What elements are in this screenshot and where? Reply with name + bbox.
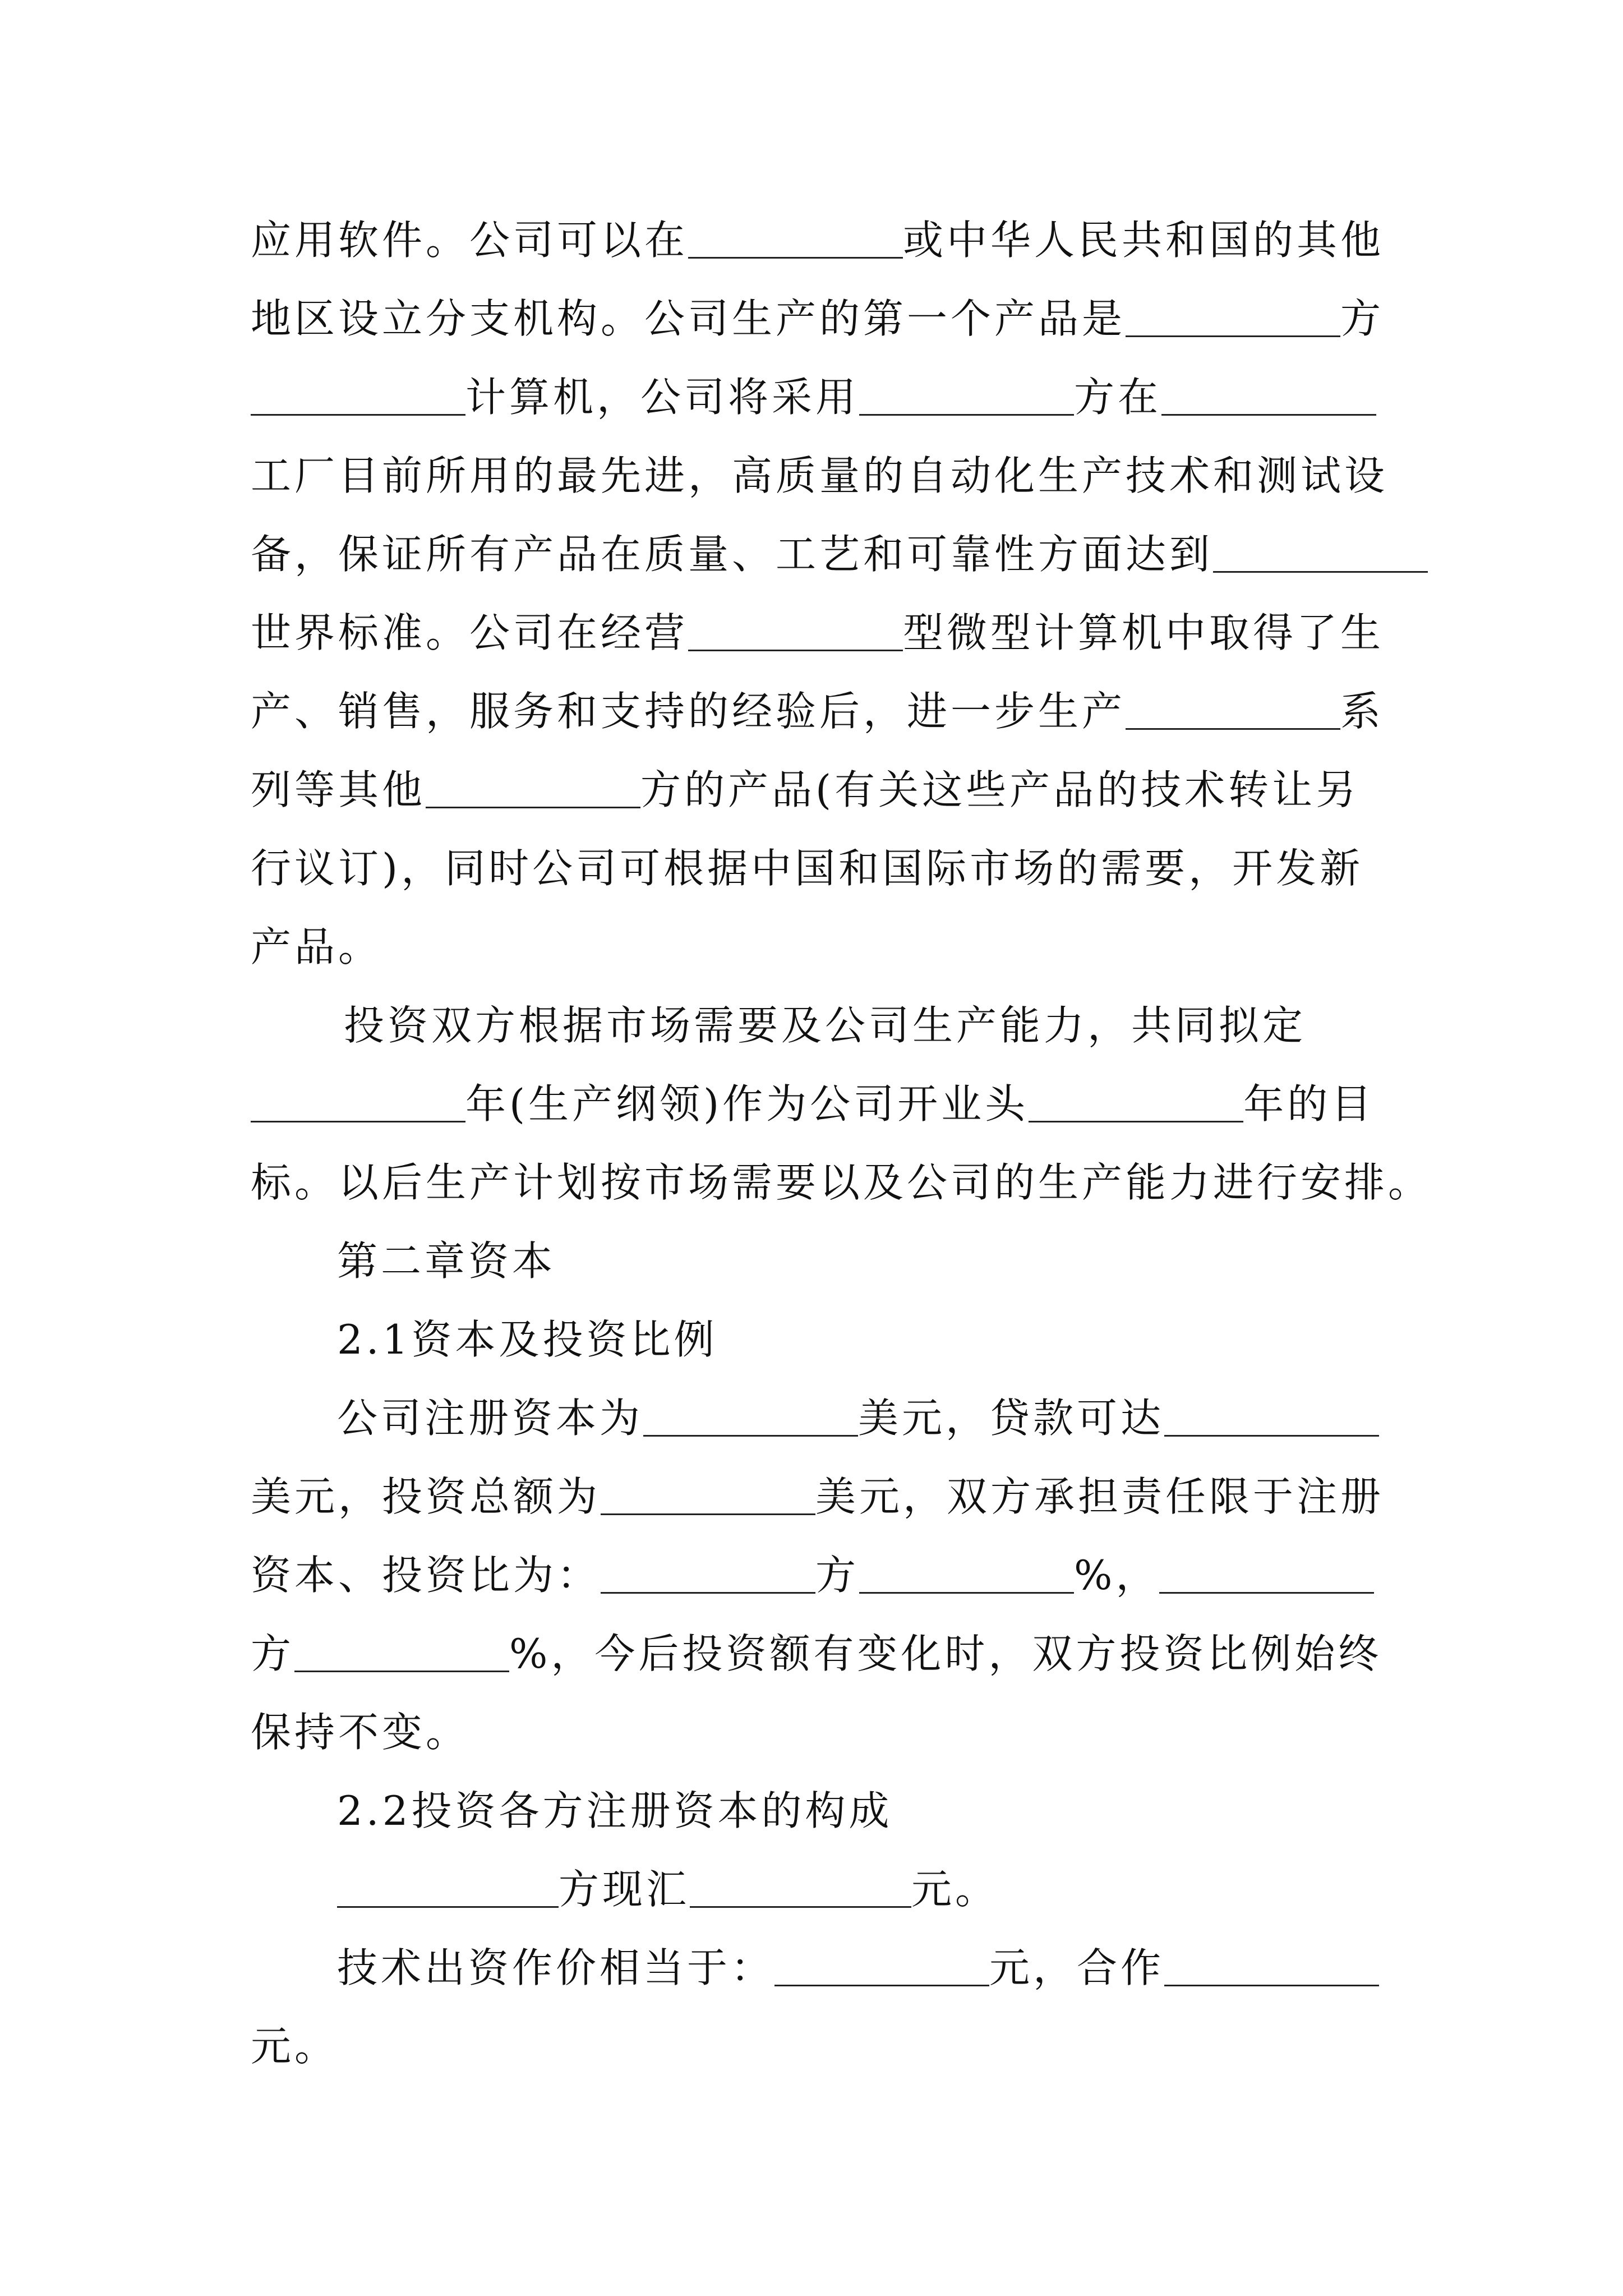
text-run: 世界标准。公司在经营 (251, 609, 689, 656)
paragraph-line (344, 997, 1306, 1053)
fill-blank (1161, 374, 1376, 416)
paragraph-line (251, 448, 1388, 504)
text-run: 年的目 (1243, 1080, 1375, 1128)
text-run: %， (1074, 1552, 1160, 1599)
text-run: 方 (1340, 295, 1385, 342)
text-run: 备，保证所有产品在质量、工艺和可靠性方面达到 (251, 531, 1214, 578)
text-run: %，今后投资额有变化时，双方投资比例始终 (509, 1630, 1382, 1677)
text-run: 2.2投资各方注册资本的构成 (337, 1787, 893, 1834)
fill-blank (859, 1552, 1074, 1594)
paragraph-line (251, 2018, 338, 2074)
paragraph-line (251, 683, 1384, 739)
paragraph-line (251, 840, 1363, 896)
paragraph-line (251, 1154, 1432, 1211)
text-run: 资本、投资比为： (251, 1552, 601, 1599)
text-run: 行议订)，同时公司可根据中国和国际市场的需要，开发新 (251, 845, 1364, 892)
text-run: 元。 (251, 2023, 339, 2070)
text-run: 系 (1340, 688, 1385, 735)
paragraph-line (251, 291, 1384, 347)
text-run: 年(生产纲领)作为公司开业头 (465, 1080, 1029, 1128)
paragraph-line (251, 1076, 1375, 1132)
paragraph-line (251, 1469, 1384, 1525)
fill-blank (251, 1080, 465, 1122)
fill-blank (294, 1630, 509, 1672)
fill-blank (1126, 295, 1340, 337)
text-run: 公司注册资本为 (337, 1395, 644, 1442)
paragraph-line (251, 1547, 1374, 1603)
paragraph-line (251, 212, 1384, 268)
text-run: 列等其他 (251, 766, 426, 813)
text-run: 第二章资本 (337, 1237, 556, 1285)
text-run: 方 (815, 1552, 860, 1599)
fill-blank (337, 1866, 559, 1908)
text-run: 投资双方根据市场需要及公司生产能力，共同拟定 (344, 1002, 1307, 1049)
paragraph-line (251, 1704, 469, 1760)
text-run: 方现汇 (559, 1866, 690, 1913)
text-run: 元，合作 (989, 1944, 1165, 1991)
fill-blank (601, 1552, 815, 1594)
paragraph-line (251, 369, 1376, 425)
text-run: 方 (251, 1630, 295, 1677)
paragraph-line (251, 1626, 1382, 1682)
fill-blank (1164, 1944, 1379, 1986)
text-run: 元。 (911, 1866, 999, 1913)
fill-blank (1126, 688, 1340, 730)
text-run: 工厂目前所用的最先进，高质量的自动化生产技术和测试设 (251, 452, 1389, 499)
fill-blank (688, 609, 903, 651)
text-run: 产品。 (251, 923, 382, 970)
section-heading (337, 1312, 718, 1368)
text-run: 型微型计算机中取得了生 (903, 609, 1385, 656)
fill-blank (1213, 531, 1428, 573)
paragraph-line (337, 1390, 1379, 1446)
text-run: 或中华人民共和国的其他 (903, 217, 1385, 264)
fill-blank (643, 1395, 858, 1437)
text-run: 地区设立分支机构。公司生产的第一个产品是 (251, 295, 1126, 342)
fill-blank (251, 374, 465, 416)
text-run: 保持不变。 (251, 1709, 470, 1756)
fill-blank (601, 1473, 815, 1515)
fill-blank (688, 217, 903, 259)
text-run: 方的产品(有关这些产品的技术转让另 (640, 766, 1360, 813)
text-run: 应用软件。公司可以在 (251, 217, 689, 264)
paragraph-line (251, 762, 1359, 818)
text-run: 2.1资本及投资比例 (337, 1316, 718, 1363)
text-run: 美元，贷款可达 (858, 1395, 1165, 1442)
paragraph-line (251, 919, 382, 975)
fill-blank (1164, 1395, 1379, 1437)
fill-blank (774, 1944, 989, 1986)
fill-blank (1159, 1552, 1374, 1594)
paragraph-line (337, 1861, 999, 1917)
fill-blank (690, 1866, 911, 1908)
text-run: 方在 (1074, 374, 1162, 421)
text-run: 计算机，公司将采用 (465, 374, 860, 421)
text-run: 技术出资作价相当于： (337, 1944, 775, 1991)
text-run: 美元，投资总额为 (251, 1473, 601, 1520)
text-run: 标。以后生产计划按市场需要以及公司的生产能力进行安排。 (251, 1159, 1432, 1206)
fill-blank (859, 374, 1074, 416)
section-heading (337, 1783, 893, 1839)
fill-blank (426, 766, 640, 808)
fill-blank (1029, 1080, 1243, 1122)
text-run: 美元，双方承担责任限于注册 (815, 1473, 1385, 1520)
paragraph-line (337, 1940, 1379, 1996)
paragraph-line (251, 605, 1384, 661)
chapter-heading (337, 1233, 556, 1289)
text-run: 产、销售，服务和支持的经验后，进一步生产 (251, 688, 1126, 735)
paragraph-line (251, 526, 1428, 582)
